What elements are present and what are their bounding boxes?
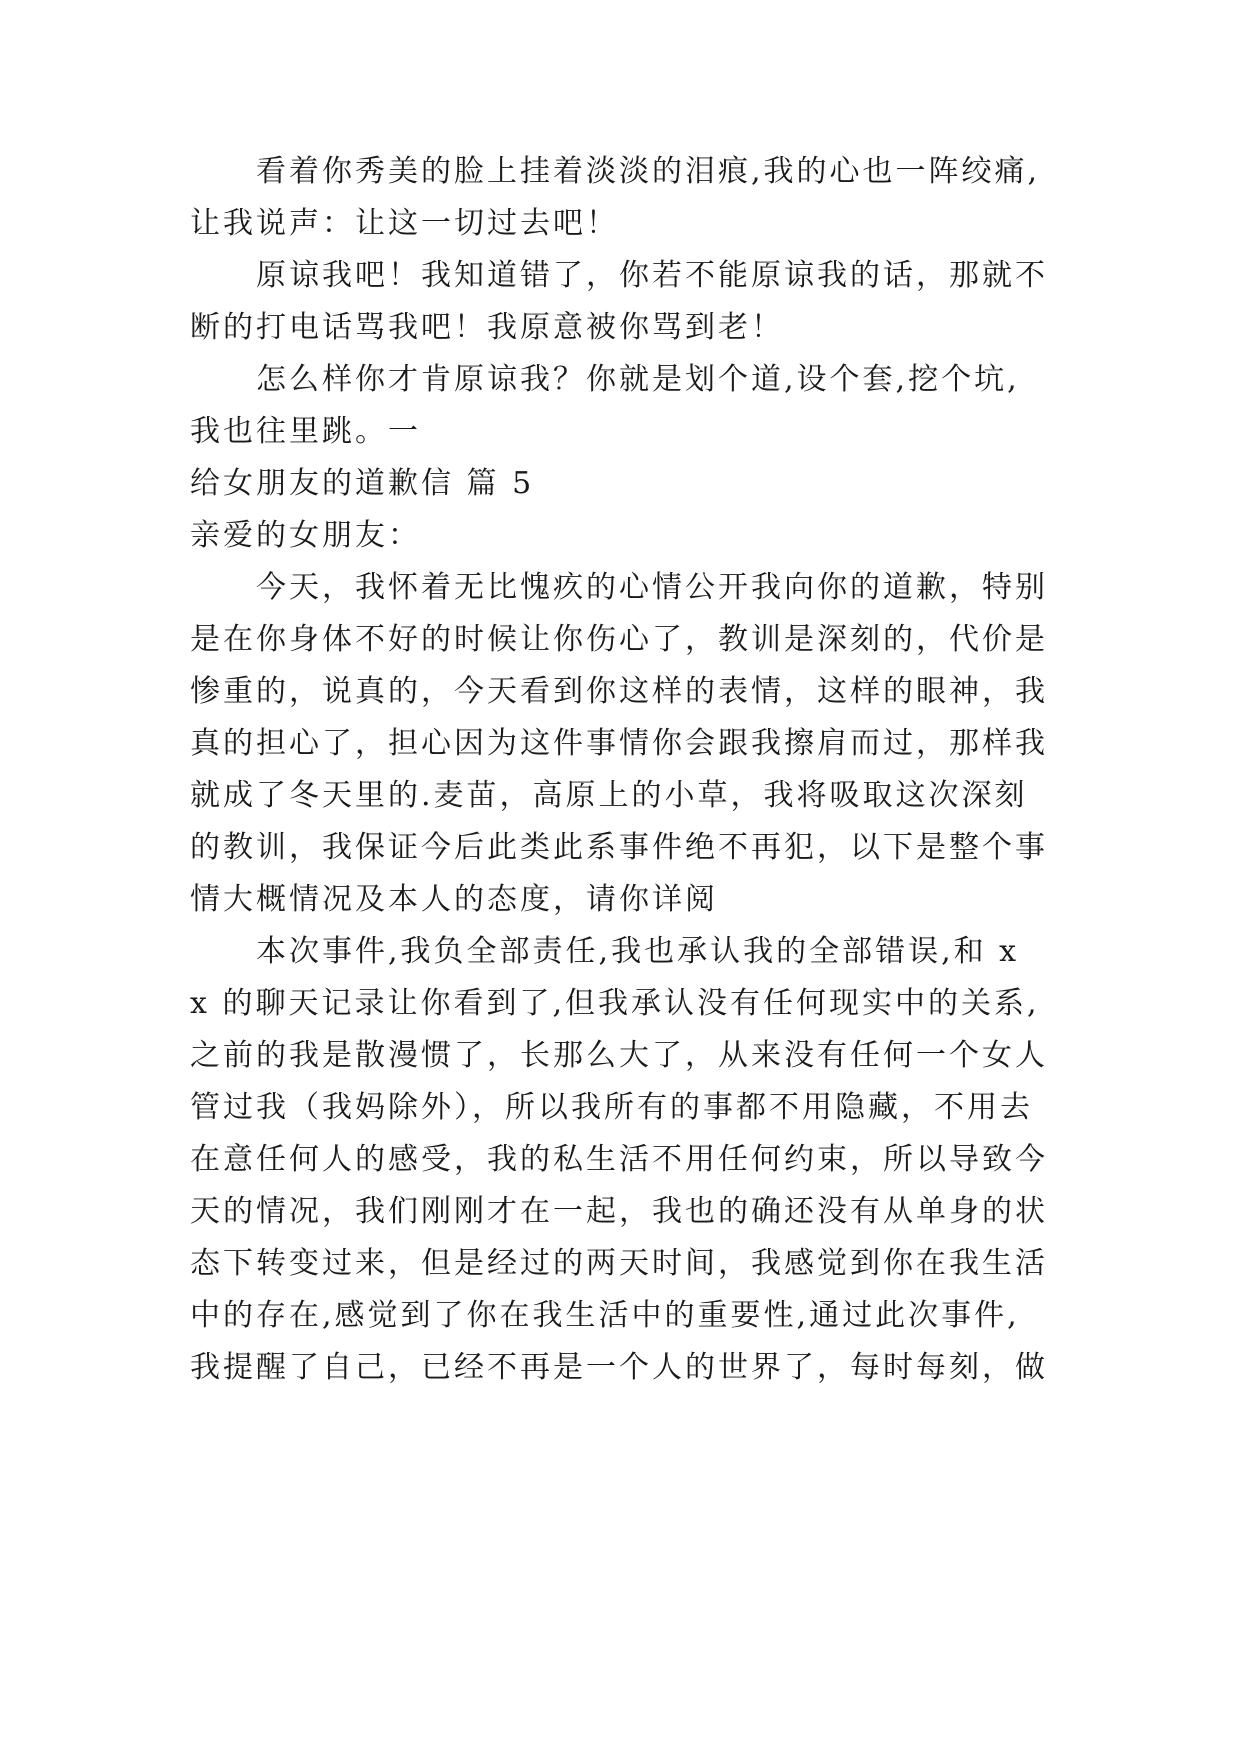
salutation: 亲爱的女朋友： <box>190 518 421 553</box>
paragraph-line: 就成了冬天里的.麦苗，高原上的小草，我将吸取这次深刻 <box>190 778 1028 813</box>
paragraph-line: 情大概情况及本人的态度，请你详阅 <box>190 882 718 917</box>
paragraph-line: x 的聊天记录让你看到了,但我承认没有任何现实中的关系, <box>190 986 1040 1021</box>
paragraph-line: 惨重的，说真的，今天看到你这样的表情，这样的眼神，我 <box>190 674 1048 709</box>
paragraph-line: 原谅我吧！我知道错了，你若不能原谅我的话，那就不 <box>256 258 1048 293</box>
paragraph-line: 怎么样你才肯原谅我？你就是划个道,设个套,挖个坑, <box>256 362 1020 397</box>
paragraph-line: 之前的我是散漫惯了，长那么大了，从来没有任何一个女人 <box>190 1038 1048 1073</box>
section-title: 给女朋友的道歉信 篇 5 <box>190 466 535 501</box>
paragraph-line: 的教训，我保证今后此类此系事件绝不再犯，以下是整个事 <box>190 830 1048 865</box>
paragraph-line: 看着你秀美的脸上挂着淡淡的泪痕,我的心也一阵绞痛, <box>256 154 1041 189</box>
paragraph-line: 真的担心了，担心因为这件事情你会跟我擦肩而过，那样我 <box>190 726 1048 761</box>
paragraph-line: 管过我（我妈除外），所以我所有的事都不用隐藏，不用去 <box>190 1090 1033 1125</box>
paragraph-line: 断的打电话骂我吧！我原意被你骂到老！ <box>190 310 784 345</box>
paragraph-line: 中的存在,感觉到了你在我生活中的重要性,通过此次事件, <box>190 1298 1020 1333</box>
paragraph-line: 今天，我怀着无比愧疚的心情公开我向你的道歉，特别 <box>256 570 1048 605</box>
paragraph-line: 本次事件,我负全部责任,我也承认我的全部错误,和 x <box>256 934 1020 969</box>
paragraph-line: 我提醒了自己，已经不再是一个人的世界了，每时每刻，做 <box>190 1350 1048 1385</box>
paragraph-line: 让我说声：让这一切过去吧！ <box>190 206 619 241</box>
paragraph-line: 天的情况，我们刚刚才在一起，我也的确还没有从单身的状 <box>190 1194 1048 1229</box>
paragraph-line: 是在你身体不好的时候让你伤心了，教训是深刻的，代价是 <box>190 622 1048 657</box>
paragraph-line: 态下转变过来，但是经过的两天时间，我感觉到你在我生活 <box>190 1246 1048 1281</box>
paragraph-line: 在意任何人的感受，我的私生活不用任何约束，所以导致今 <box>190 1142 1048 1177</box>
paragraph-line: 我也往里跳。一 <box>190 414 421 449</box>
